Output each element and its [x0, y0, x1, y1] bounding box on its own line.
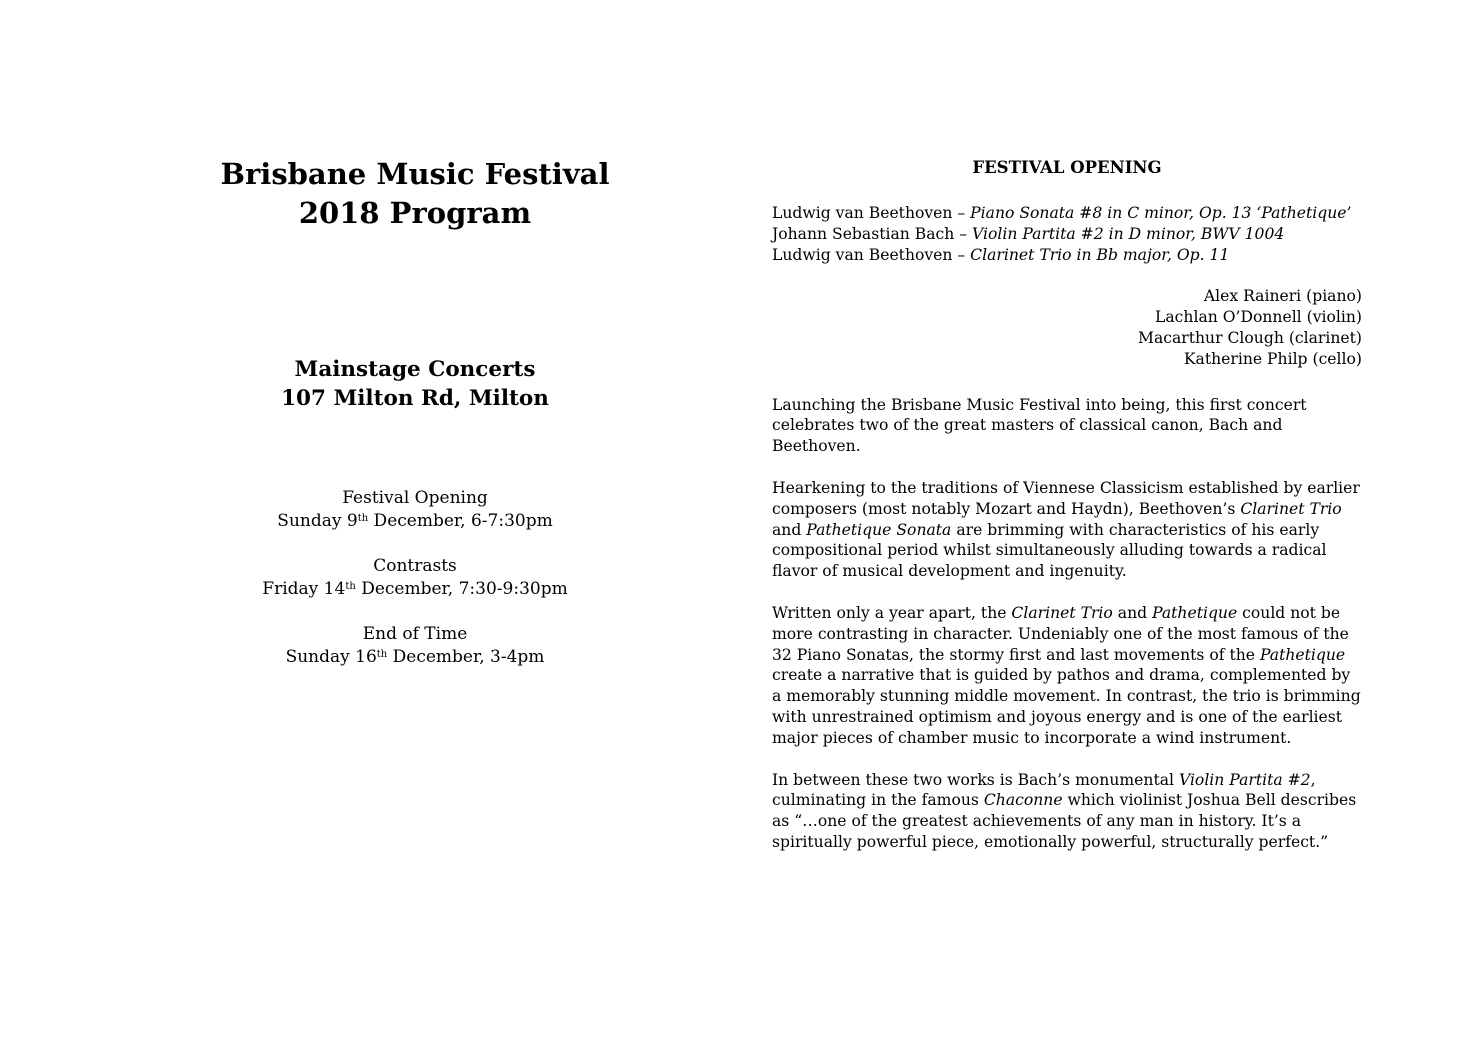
paragraph-text: and [772, 520, 807, 539]
section-heading: FESTIVAL OPENING [972, 158, 1162, 177]
paragraph-text: which violinist Joshua Bell describes as “…one of the greatest achievements of any man in history. It’s a spiritually powerful piece, emotionally powerful, structurally perfect.” [772, 791, 1357, 851]
concert-ordinal: th [357, 512, 369, 524]
concert-day: Friday 14 [262, 578, 346, 599]
concert-date [215, 646, 615, 669]
concert-ordinal: th [376, 648, 388, 660]
work-title: Clarinet Trio [1011, 603, 1113, 622]
festival-title [215, 155, 615, 233]
composer: Ludwig van Beethoven – [772, 245, 971, 264]
paragraph-text: Written only a year apart, the [772, 603, 1012, 622]
paragraph-text: In between these two works is Bach’s monumental [772, 770, 1179, 789]
work-title: Clarinet Trio in Bb major, Op. 11 [970, 245, 1230, 264]
concert-schedule [215, 487, 615, 668]
work-title: Violin Partita #2 in D minor, BWV 1004 [972, 224, 1285, 243]
work-title: Clarinet Trio [1240, 499, 1342, 518]
performer: Alex Raineri (piano) [1203, 287, 1362, 306]
concert-name: Contrasts [373, 556, 457, 576]
concert-time: December, 7:30-9:30pm [355, 578, 568, 599]
venue-block [215, 355, 615, 413]
venue-line-2: 107 Milton Rd, Milton [281, 386, 549, 411]
paragraph-text: create a narrative that is guided by pathos and drama, complemented by a memorably stunning middle movement. In contrast, the trio is brimming with unrestrained optimism and joyous energy and is one of the earliest major pieces of chamber music to incorporate a wind instrument. [772, 666, 1361, 747]
title-line-2: 2018 Program [298, 196, 532, 230]
composer: Johann Sebastian Bach – [772, 224, 973, 243]
work-title: Piano Sonata #8 in C minor, Op. 13 ‘Pathetique’ [970, 204, 1352, 222]
paragraph-text: , culminating in the famous [772, 770, 1316, 810]
repertoire-item [772, 203, 1362, 224]
work-title: Chaconne [983, 791, 1063, 810]
work-title: Pathetique Sonata [806, 520, 952, 539]
performer: Macarthur Clough (clarinet) [1137, 328, 1362, 347]
concert-day: Sunday 9 [277, 510, 358, 531]
concert-time: December, 3-4pm [387, 646, 545, 667]
paragraph-text: Launching the Brisbane Music Festival into being, this first concert celebrates two of the great masters of classical canon, Bach and Beethoven. [772, 395, 1307, 456]
concert-end-of-time [215, 623, 615, 668]
work-title: Pathetique [1260, 645, 1346, 664]
performer-list [772, 286, 1362, 369]
performer: Lachlan O’Donnell (violin) [1155, 308, 1362, 327]
paragraph-text: are brimming with characteristics of his early compositional period whilst simultaneously alluding towards a radical flavor of musical development and ingenuity. [772, 520, 1327, 581]
repertoire-item [772, 224, 1362, 245]
venue-line-1: Mainstage Concerts [294, 357, 536, 382]
paragraph-bach [772, 770, 1362, 853]
concert-contrasts [215, 555, 615, 600]
right-page [772, 157, 1362, 874]
concert-date [215, 578, 615, 601]
concert-festival-opening [215, 487, 615, 532]
paragraph-intro [772, 395, 1362, 457]
paragraph-text: could not be more contrasting in character. Undeniably one of the most famous of the 32 Piano Sonatas, the stormy first and last movements of the [772, 603, 1349, 664]
work-title: Pathetique [1152, 603, 1238, 622]
composer: Ludwig van Beethoven – [772, 204, 971, 222]
concert-ordinal: th [345, 580, 356, 592]
left-page [215, 155, 615, 691]
concert-name: Festival Opening [342, 488, 488, 508]
performer: Katherine Philp (cello) [1183, 349, 1362, 368]
paragraph-contrast [772, 603, 1362, 749]
work-title: Violin Partita #2 [1178, 770, 1311, 789]
repertoire-item [772, 245, 1362, 266]
concert-day: Sunday 16 [285, 646, 377, 667]
concert-time: December, 6-7:30pm [368, 510, 553, 531]
repertoire-list [772, 203, 1362, 265]
concert-date [215, 510, 615, 533]
title-line-1: Brisbane Music Festival [220, 157, 610, 191]
paragraph-text: Hearkening to the traditions of Viennese Classicism established by earlier composers (most notably Mozart and Haydn), Beethoven’s [772, 478, 1360, 518]
paragraph-text: and [1112, 603, 1153, 622]
concert-name: End of Time [362, 624, 468, 644]
paragraph-classicism [772, 478, 1362, 582]
